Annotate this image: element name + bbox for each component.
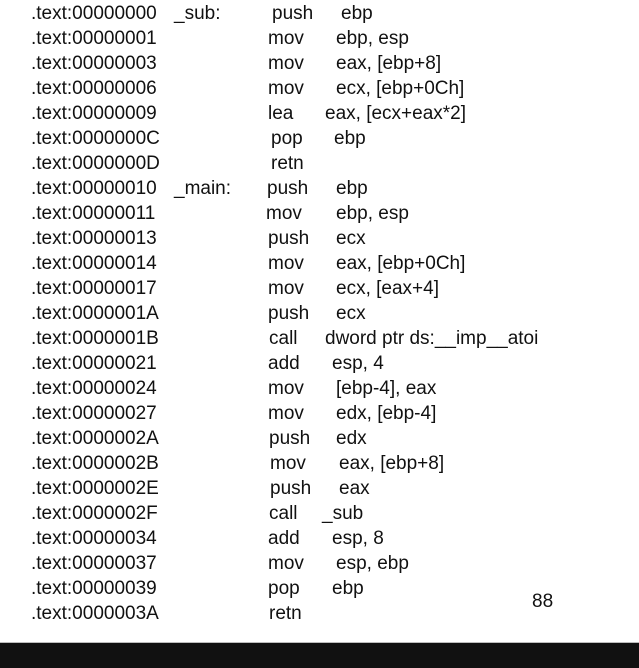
page-number: 88	[532, 591, 554, 612]
operands: _sub	[322, 503, 364, 524]
listing-row	[0, 276, 639, 301]
address: .text:00000009	[31, 103, 157, 124]
mnemonic: mov	[268, 78, 304, 99]
address: .text:00000013	[31, 228, 157, 249]
function-label: _sub:	[174, 3, 221, 24]
listing-row	[0, 376, 639, 401]
address: .text:00000014	[31, 253, 157, 274]
mnemonic: push	[272, 3, 314, 24]
listing-row	[0, 251, 639, 276]
mnemonic: call	[269, 503, 298, 524]
listing-row	[0, 551, 639, 576]
operands: dword ptr ds:__imp__atoi	[325, 328, 539, 349]
operands: eax, [ebp+8]	[339, 453, 445, 474]
mnemonic: push	[268, 303, 310, 324]
mnemonic: retn	[271, 153, 304, 174]
listing-row	[0, 26, 639, 51]
listing-row	[0, 451, 639, 476]
mnemonic: mov	[268, 28, 304, 49]
listing-row	[0, 326, 639, 351]
listing-row	[0, 126, 639, 151]
address: .text:00000003	[31, 53, 157, 74]
mnemonic: mov	[268, 403, 304, 424]
operands: esp, 4	[332, 353, 384, 374]
address: .text:00000037	[31, 553, 157, 574]
listing-row	[0, 176, 639, 201]
operands: ecx, [ebp+0Ch]	[336, 78, 465, 99]
address: .text:0000002B	[31, 453, 159, 474]
operands: ebp, esp	[336, 203, 409, 224]
mnemonic: mov	[268, 53, 304, 74]
address: .text:0000001A	[31, 303, 159, 324]
operands: ebp	[341, 3, 373, 24]
address: .text:00000011	[31, 203, 156, 224]
operands: ecx	[336, 303, 366, 324]
address: .text:00000017	[31, 278, 157, 299]
mnemonic: push	[270, 478, 312, 499]
mnemonic: mov	[268, 553, 304, 574]
mnemonic: retn	[269, 603, 302, 624]
address: .text:00000021	[31, 353, 157, 374]
mnemonic: pop	[268, 578, 300, 599]
address: .text:0000002F	[31, 503, 158, 524]
operands: ecx	[336, 228, 366, 249]
mnemonic: push	[267, 178, 309, 199]
listing-row	[0, 301, 639, 326]
address: .text:00000010	[31, 178, 157, 199]
address: .text:00000027	[31, 403, 157, 424]
operands: ecx, [eax+4]	[336, 278, 439, 299]
listing-row	[0, 426, 639, 451]
listing-row	[0, 501, 639, 526]
listing-row	[0, 201, 639, 226]
operands: eax, [ecx+eax*2]	[325, 103, 467, 124]
listing-row	[0, 351, 639, 376]
listing-row	[0, 51, 639, 76]
listing-row	[0, 401, 639, 426]
mnemonic: lea	[268, 103, 294, 124]
listing-row	[0, 101, 639, 126]
mnemonic: push	[269, 428, 311, 449]
address: .text:0000002E	[31, 478, 159, 499]
operands: esp, ebp	[336, 553, 409, 574]
address: .text:00000001	[31, 28, 157, 49]
operands: [ebp-4], eax	[336, 378, 437, 399]
address: .text:0000001B	[31, 328, 159, 349]
mnemonic: add	[268, 528, 300, 549]
address: .text:00000024	[31, 378, 157, 399]
mnemonic: pop	[271, 128, 303, 149]
mnemonic: add	[268, 353, 300, 374]
address: .text:0000000C	[31, 128, 160, 149]
operands: edx	[336, 428, 367, 449]
address: .text:0000000D	[31, 153, 160, 174]
mnemonic: mov	[268, 378, 304, 399]
mnemonic: mov	[268, 253, 304, 274]
operands: ebp	[336, 178, 368, 199]
mnemonic: mov	[268, 278, 304, 299]
mnemonic: push	[268, 228, 310, 249]
address: .text:00000039	[31, 578, 157, 599]
mnemonic: call	[269, 328, 298, 349]
operands: eax, [ebp+8]	[336, 53, 442, 74]
address: .text:00000000	[31, 3, 157, 24]
operands: eax	[339, 478, 370, 499]
mnemonic: mov	[266, 203, 302, 224]
function-label: _main:	[174, 178, 232, 199]
address: .text:0000002A	[31, 428, 159, 449]
operands: edx, [ebp-4]	[336, 403, 437, 424]
listing-row	[0, 526, 639, 551]
mnemonic: mov	[270, 453, 306, 474]
operands: ebp	[334, 128, 366, 149]
listing-row	[0, 151, 639, 176]
address: .text:0000003A	[31, 603, 159, 624]
operands: ebp, esp	[336, 28, 409, 49]
address: .text:00000006	[31, 78, 157, 99]
operands: esp, 8	[332, 528, 384, 549]
operands: eax, [ebp+0Ch]	[336, 253, 466, 274]
bottom-bar	[0, 642, 639, 668]
listing-row	[0, 1, 639, 26]
listing-row	[0, 76, 639, 101]
listing-row	[0, 476, 639, 501]
address: .text:00000034	[31, 528, 157, 549]
operands: ebp	[332, 578, 364, 599]
listing-row	[0, 226, 639, 251]
